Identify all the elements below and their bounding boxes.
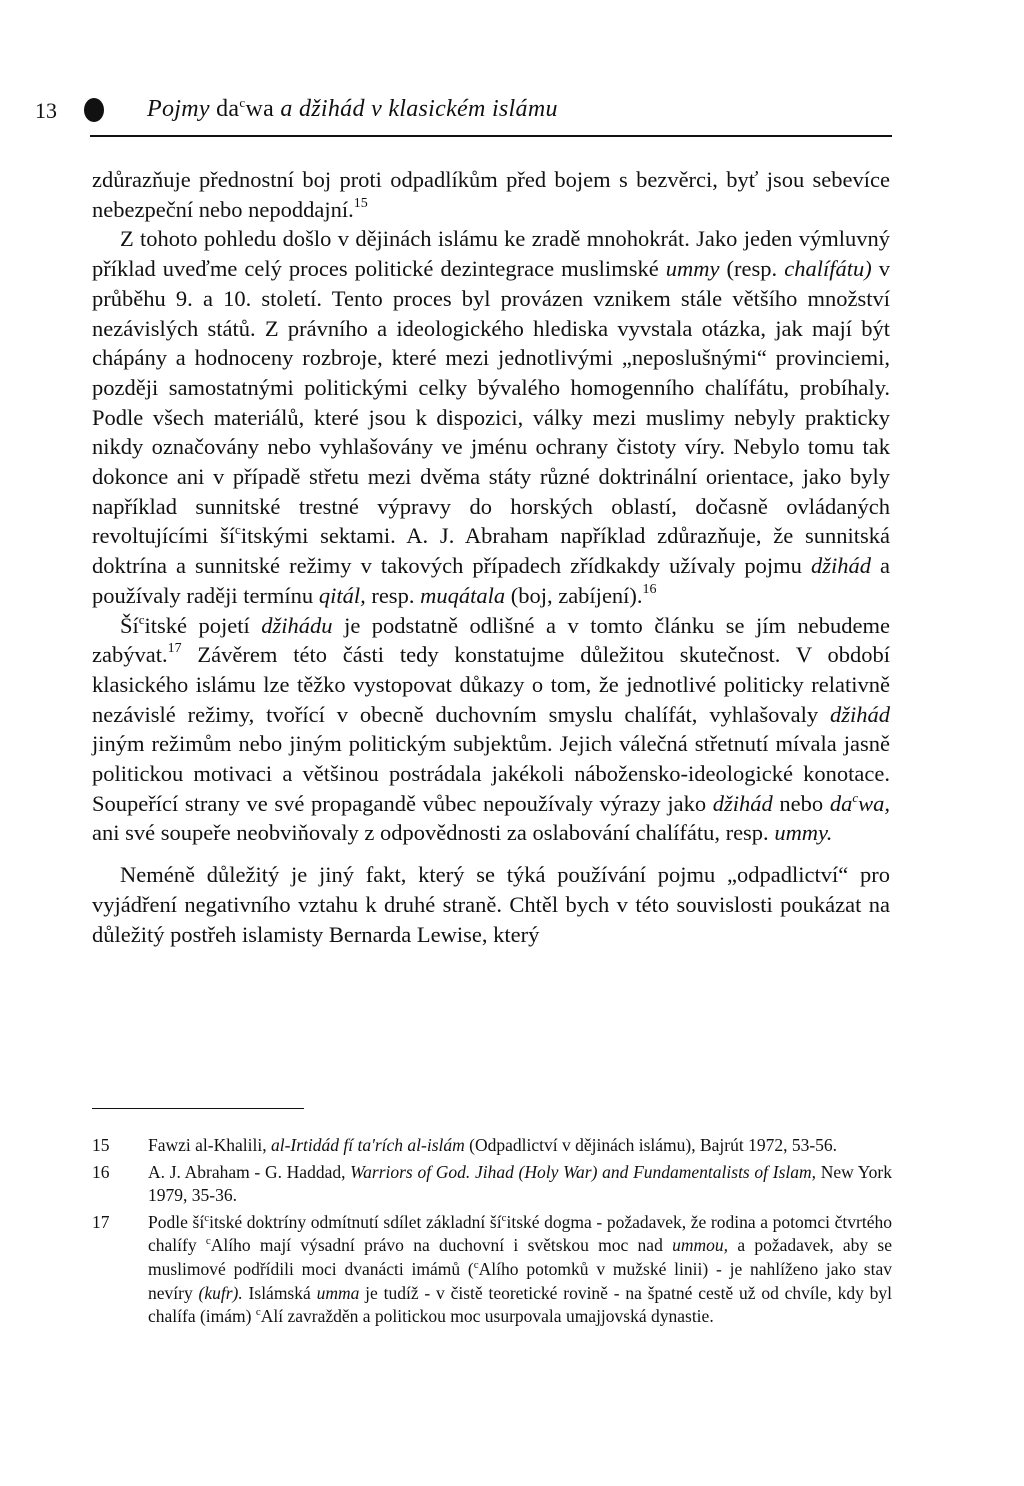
footnote-17: 17 Podle $ší^citské$ doktríny odmítnutí sdílet základní $ší^citské$ dogma - požadavek, že rodina a potomci čtvrtého chalífy $^c$Alího mají výsadní právo na duchovní i světskou moc nad ummou, a požadavek, aby se muslimové podřídili moci dvanácti imámů ($^c$Alího potomků v mužské linii) - je nahlíženo jako stav nevíry (kufr). Islámská umma je tudíž - v čistě teoretické rovině - na špatné cestě už od chvíle, kdy byl chalífa (imám) $^c$Alí zavražděn a politickou moc usurpovala umajjovská dynastie. [92, 1211, 893, 1327]
footnote-15: 15 Fawzi al-Khalili, al-Irtidád fí ta'rích al-islám (Odpadlictví v dějinách islámu), Bajrút 1972, 53-56. [92, 1134, 892, 1158]
bullet-icon [84, 98, 104, 122]
page [35, 92, 893, 1327]
body-text [92, 165, 890, 949]
footnote-rule [92, 1108, 304, 1109]
footnote-ref-17: 17 [167, 641, 182, 657]
running-header [35, 92, 890, 132]
footnote-number: 17 [92, 1211, 110, 1232]
footnotes [92, 1134, 892, 1332]
header-rule [90, 135, 892, 137]
paragraph-1: zdůrazňuje přednostní boj proti odpadlíkům před bojem s bezvěrci, byť jsou sebevíce nebezpeční nebo nepoddajní.$^{15}$ [92, 167, 890, 222]
running-head-title: Pojmy $da^cwa$ a džihád v klasickém islámu [147, 95, 558, 122]
footnote-number: 16 [92, 1161, 110, 1182]
page-number: 13 [35, 98, 57, 123]
paragraph-4: Neméně důležitý je jiný fakt, který se týká používání pojmu „odpadlictví“ pro vyjádření negativního vztahu k druhé straně. Chtěl bych v této souvislosti poukázat na důležitý postřeh islamisty Bernarda Lewise, který [92, 862, 890, 947]
paragraph-3: $Ší^citské$ pojetí džihádu je podstatně odlišné a v tomto článku se jím nebudeme zabývat.$^{17}$ Závěrem této části tedy konstatujme důležitou skutečnost. V období klasického islámu lze těžko vystopovat důkazy o tom, že jednotlivé politicky relativně nezávislé režimy, tvořící v obecně duchovním smyslu chalífát, vyhlašovaly džihád jiným režimům nebo jiným politickým subjektům. Jejich válečná střetnutí mívala jasně politickou motivaci a většinou postrádala jakékoli nábožensko-ideologické konotace. Soupeřící strany ve své propagandě vůbec nepoužívaly výrazy jako džihád nebo $da^cwa$, ani své soupeře neobviňovaly z odpovědnosti za oslabování chalífátu, resp. ummy. [92, 611, 890, 846]
paragraph-2: Z tohoto pohledu došlo v dějinách islámu ke zradě mnohokrát. Jako jeden výmluvný příklad uveďme celý proces politické dezintegrace muslimské ummy (resp. chalífátu) v průběhu 9. a 10. století. Tento proces byl provázen vznikem stále většího množství nezávislých států. Z právního a ideologického hlediska vyvstala otázka, jak mají být chápány a hodnoceny rozbroje, které mezi jednotlivými „neposlušnými“ provinciemi, později samostatnými politickými celky bývalého homogenního chalífátu, probíhaly. Podle všech materiálů, které jsou k dispozici, války mezi muslimy nebyly prakticky nikdy označovány nebo vyhlašovány ve jménu ochrany čistoty víry. Nebylo tomu tak dokonce ani v případě střetu mezi dvěma státy různé doktrinální orientace, jako byly například sunnitské trestné výpravy do horských oblastí, dočasně ovládaných revoltujícími $ší^citskými$ sektami. A. J. Abraham například zdůrazňuje, že sunnitská doktrína a sunnitské režimy v takových případech zřídkakdy užívaly pojmu džihád a používaly raději termínu qitál, resp. muqátala (boj, zabíjení).$^{16}$ [92, 226, 890, 608]
footnote-16: 16 A. J. Abraham - G. Haddad, Warriors of God. Jihad (Holy War) and Fundamentalists of Islam, New York 1979, 35-36. [92, 1161, 893, 1206]
footnote-number: 15 [92, 1135, 110, 1155]
footnote-ref-15: 15 [353, 195, 368, 211]
footnote-ref-16: 16 [642, 581, 657, 597]
